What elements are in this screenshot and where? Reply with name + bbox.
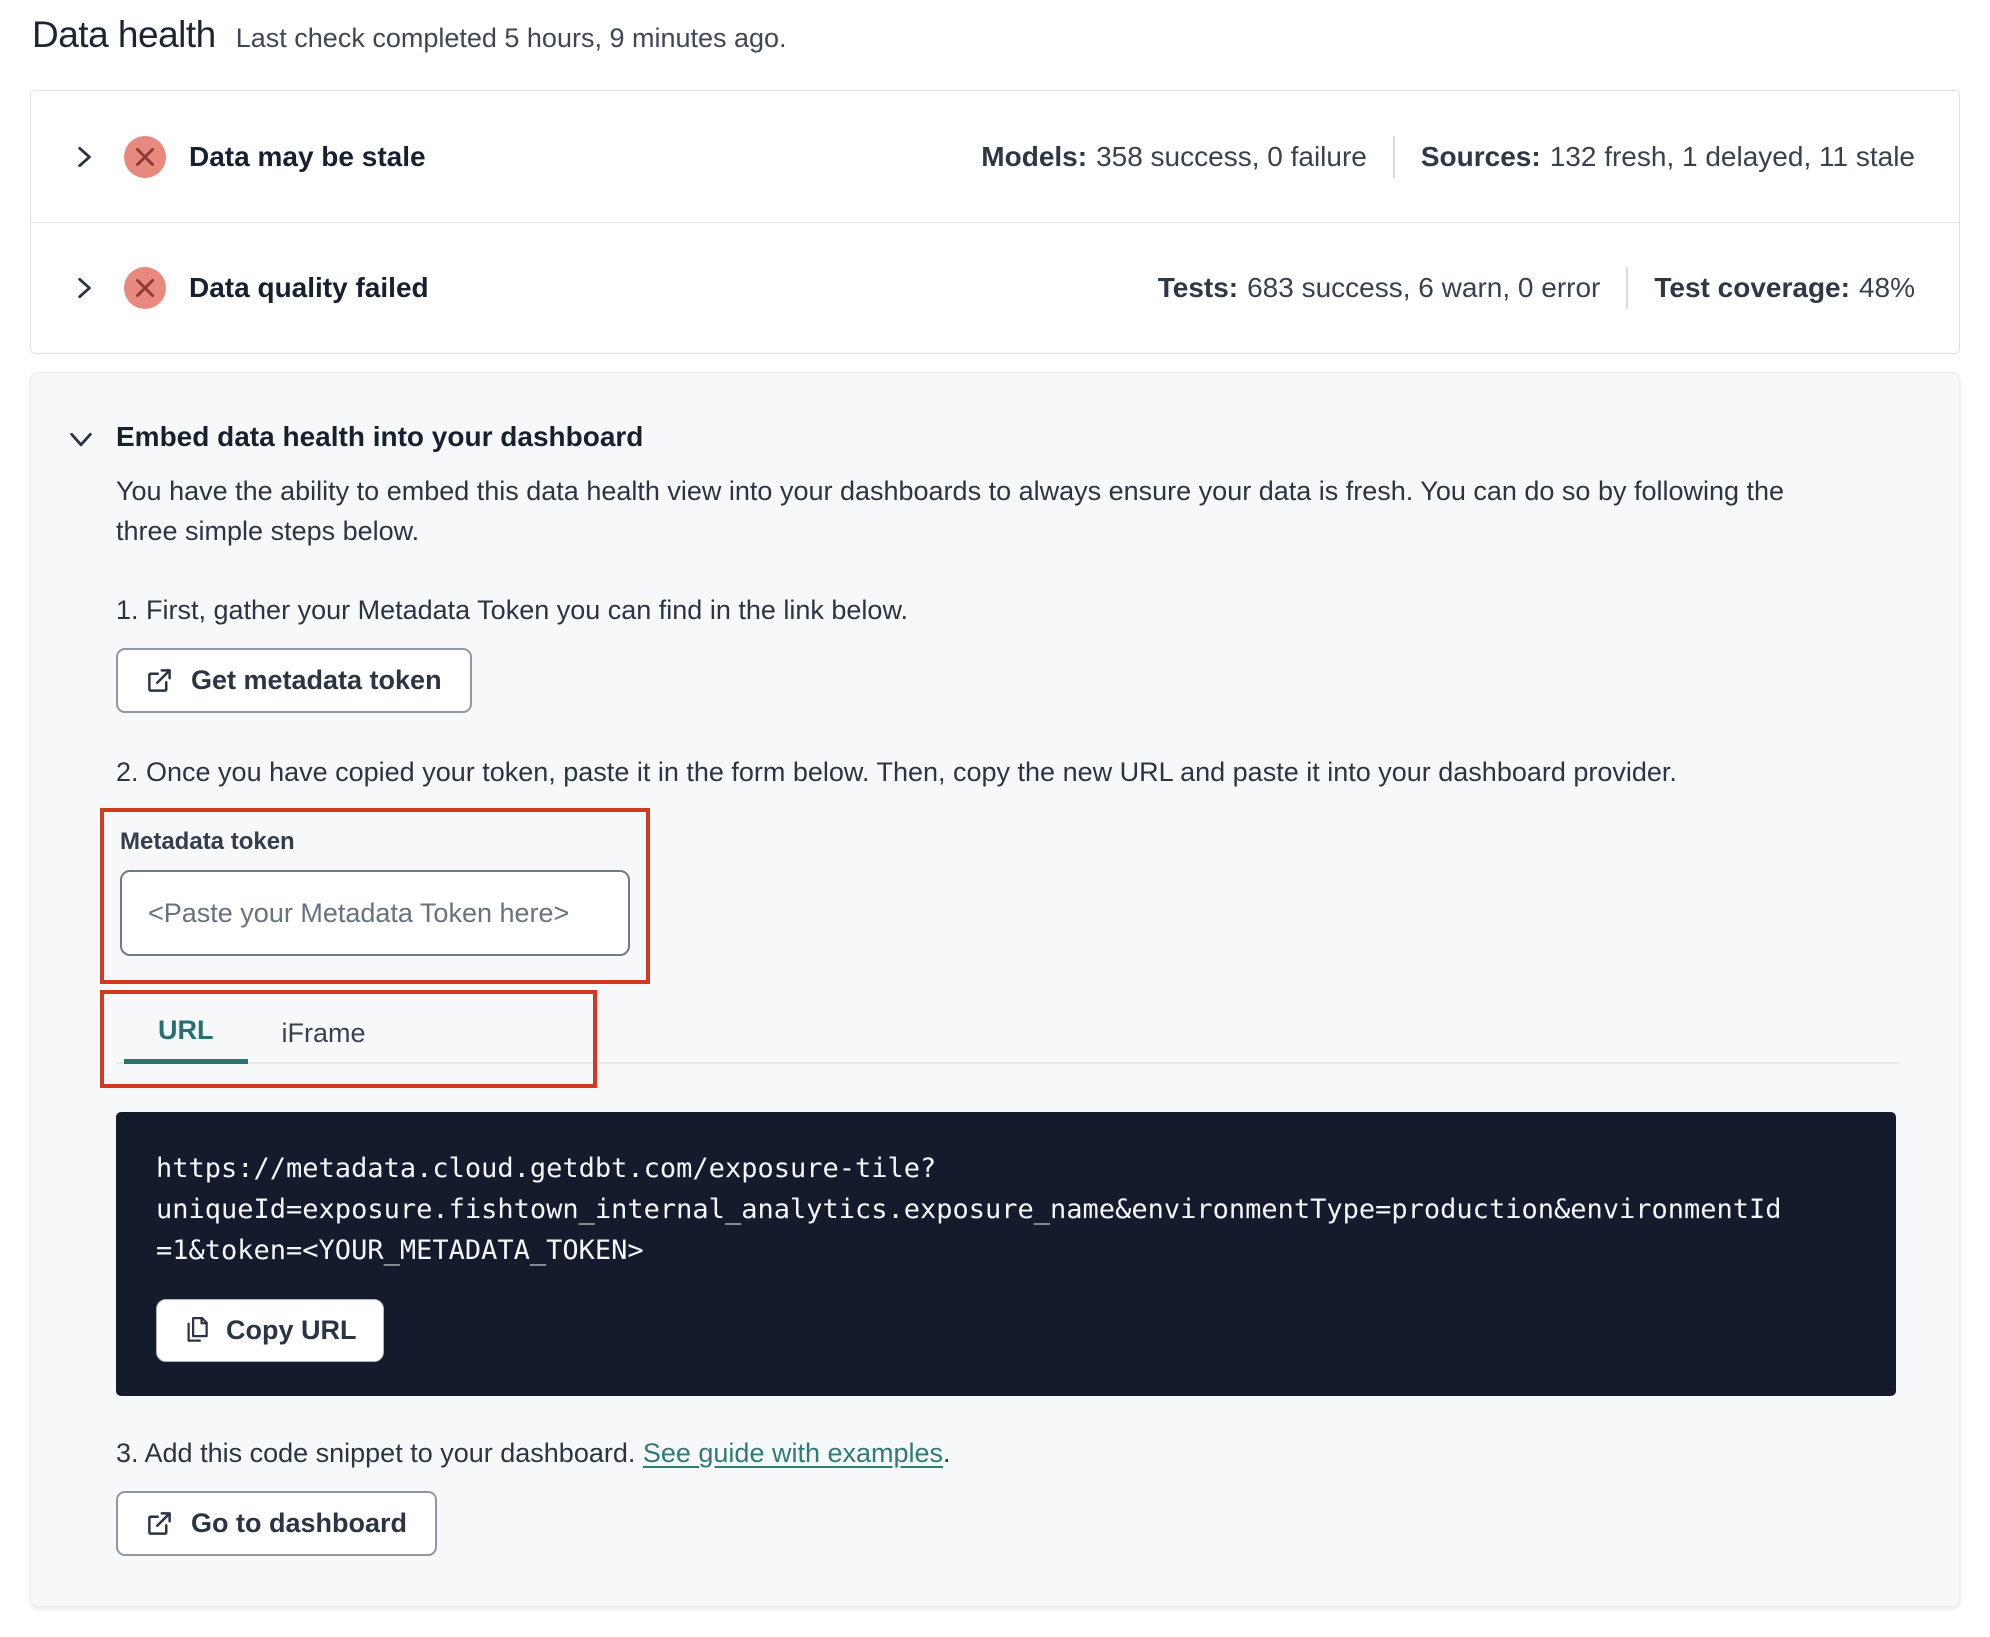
copy-url-button[interactable] (156, 1299, 384, 1362)
page-header (30, 14, 1960, 56)
page-title: Data health (32, 14, 216, 55)
status-row-quality[interactable] (31, 222, 1959, 353)
stat-divider (1393, 136, 1395, 178)
stat-label: Test coverage: (1654, 272, 1850, 303)
step-1-text: 1. First, gather your Metadata Token you can find in the link below. (116, 595, 908, 625)
status-row-stats (1158, 267, 1915, 309)
chevron-right-icon[interactable] (69, 142, 99, 172)
embed-url-line-2: uniqueId=exposure.fishtown_internal_analytics.exposure_name&environmentType=production&environmentId (156, 1194, 1782, 1225)
embed-url-line-1: https://metadata.cloud.getdbt.com/exposure-tile? (156, 1153, 937, 1184)
step-3-text (116, 1438, 1899, 1469)
get-metadata-token-label: Get metadata token (191, 665, 442, 695)
chevron-right-icon[interactable] (69, 273, 99, 303)
tabstrip (116, 1002, 1899, 1064)
stat-divider (1626, 267, 1628, 309)
status-row-stale[interactable] (31, 91, 1959, 222)
stat-value: 132 fresh, 1 delayed, 11 stale (1549, 140, 1915, 172)
embed-section-title[interactable]: Embed data health into your dashboard (116, 421, 644, 452)
embed-output-tabs (116, 1002, 1899, 1064)
embed-url-line-3: =1&token=<YOUR_METADATA_TOKEN> (156, 1235, 644, 1266)
stat-value: 358 success, 0 failure (1096, 140, 1367, 172)
embed-section-card (30, 372, 1960, 1607)
copy-url-label: Copy URL (226, 1315, 357, 1345)
external-link-icon (146, 667, 173, 694)
metadata-token-input[interactable] (120, 870, 630, 956)
chevron-down-icon[interactable] (67, 425, 95, 453)
status-row-title: Data may be stale (189, 140, 426, 172)
status-row-title: Data quality failed (189, 272, 429, 303)
step-2-text: 2. Once you have copied your token, paste it in the form below. Then, copy the new URL and paste it into your dashboard provider. (116, 757, 1677, 787)
error-x-circle-icon (123, 135, 167, 179)
copy-icon (183, 1317, 210, 1344)
step-3-prefix: 3. Add this code snippet to your dashboard. (116, 1438, 643, 1468)
stat-value: 683 success, 6 warn, 0 error (1247, 272, 1601, 303)
go-to-dashboard-label: Go to dashboard (191, 1508, 407, 1538)
get-metadata-token-button[interactable] (116, 648, 472, 713)
stat-label: Models: (981, 140, 1088, 172)
status-row-stats (981, 136, 1915, 178)
see-guide-link[interactable]: See guide with examples (642, 1438, 944, 1468)
stat-value: 48% (1858, 272, 1915, 303)
stat-label: Tests: (1157, 272, 1239, 303)
annotation-box-token-field (100, 808, 650, 984)
tab-iframe[interactable]: iFrame (281, 1017, 366, 1048)
embed-description: You have the ability to embed this data health view into your dashboards to always ensure your data is fresh. You can do so by following the three simple steps below. (116, 476, 1785, 546)
step-3-suffix: . (943, 1438, 951, 1468)
stat-label: Sources: (1420, 140, 1541, 172)
last-check-status: Last check completed 5 hours, 9 minutes ago. (235, 23, 787, 53)
metadata-token-label: Metadata token (120, 828, 295, 855)
error-x-circle-icon (123, 266, 167, 310)
status-card (30, 90, 1960, 354)
embed-url-code-block (116, 1112, 1896, 1396)
external-link-icon (146, 1510, 173, 1537)
tab-url[interactable]: URL (124, 1002, 248, 1064)
go-to-dashboard-button[interactable] (116, 1491, 437, 1556)
